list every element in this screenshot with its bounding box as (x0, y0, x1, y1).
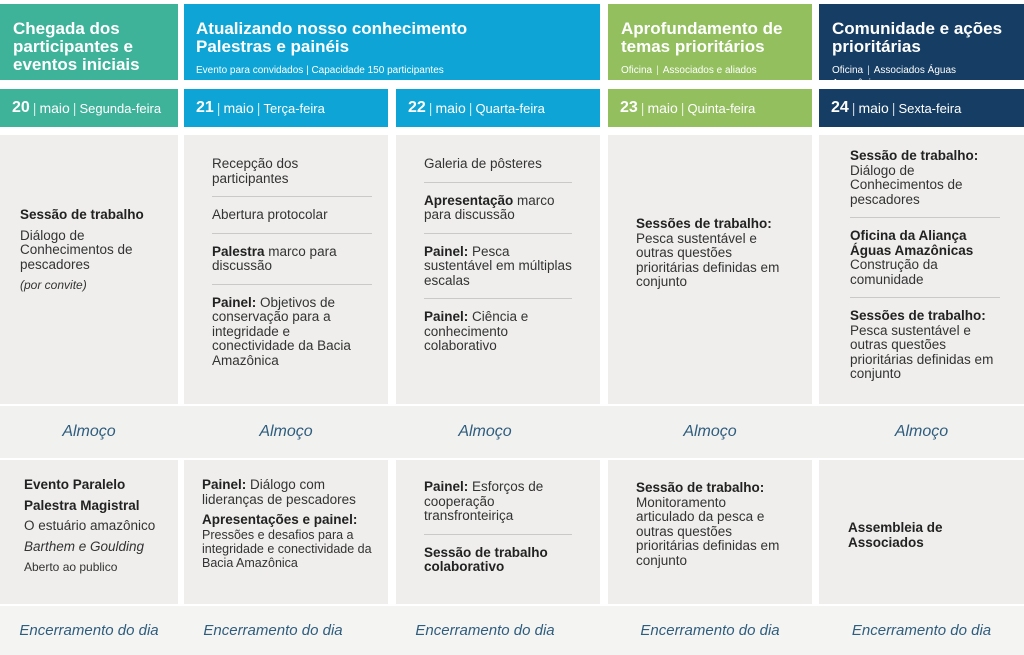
agenda-item: Apresentações e painel: (202, 512, 358, 527)
afternoon-cell (608, 460, 812, 604)
morning-cell (608, 135, 812, 404)
agenda-item: Painel: Esforços de cooperação transfronteiriça (424, 479, 544, 523)
afternoon-cell (396, 460, 600, 604)
lunch-label: Almoço (894, 423, 949, 440)
session-title: Sessão de trabalho: (850, 148, 979, 163)
end-label: Encerramento do dia (19, 622, 159, 639)
agenda-item-text: Pressões e desafios para a integridade e conectividade da Bacia Amazônica (202, 527, 372, 570)
agenda-item: Painel: Pesca sustentável em múltiplas escalas (424, 243, 572, 288)
session-title: Sessão de trabalho (20, 207, 144, 222)
session-title: Sessões de trabalho: (850, 308, 986, 323)
end-label: Encerramento do dia (203, 622, 343, 639)
header-title: Aprofundamento de temas prioritários (621, 19, 783, 56)
session-title: Assembleia de Associados (848, 520, 943, 550)
session-title: Oficina da Aliança Águas Amazônicas (850, 228, 974, 258)
event-text: O estuário amazônico (24, 518, 156, 533)
agenda-item: Painel: Ciência e conhecimento colaborativo (424, 309, 529, 353)
agenda-item: Painel: Objetivos de conservação para a integridade e conectividade da Bacia Amazônica (212, 294, 351, 368)
agenda-item: Painel: Diálogo com lideranças de pescadores (202, 477, 356, 507)
lunch-label: Almoço (458, 423, 512, 440)
date-bar: 24 | maio | Sexta-feira (819, 89, 1024, 127)
morning-cell (396, 135, 600, 404)
session-text: Diálogo de Conhecimentos de pescadores (850, 162, 963, 207)
header-deepening (608, 4, 812, 80)
date-bar: 23 | maio | Quinta-feira (608, 89, 812, 127)
header-title: Atualizando nosso conhecimento Palestras e painéis (196, 19, 468, 56)
end-label: Encerramento do dia (851, 622, 992, 639)
agenda-item: Sessão de trabalho colaborativo (424, 544, 548, 574)
morning-cell (0, 135, 178, 404)
session-title: Sessões de trabalho: (636, 216, 772, 231)
agenda-item: Apresentação marco para discussão (424, 192, 555, 222)
session-text: Pesca sustentável e outras questões prioritárias definidas em conjunto (850, 322, 994, 381)
agenda-item: Abertura protocolar (212, 207, 328, 222)
morning-cell (819, 135, 1024, 404)
date-bar: 21 | maio | Terça-feira (184, 89, 388, 127)
lunch-label: Almoço (259, 423, 313, 440)
agenda-item: Palestra marco para discussão (212, 243, 337, 273)
lunch-label: Almoço (62, 423, 116, 440)
header-subtitle: Oficina | Associados e aliados (621, 65, 757, 76)
header-knowledge (184, 4, 600, 80)
event-note: Aberto ao publico (24, 560, 118, 574)
agenda-item: Recepção dos participantes (212, 156, 299, 186)
session-title: Sessão de trabalho: (636, 480, 765, 495)
afternoon-cell (0, 460, 178, 604)
end-label: Encerramento do dia (640, 622, 780, 639)
session-text: Monitoramento articulado da pesca e outras questões prioritárias definidas em conjunto (636, 494, 780, 568)
header-arrival (0, 4, 178, 80)
header-subtitle: Oficina | Associados Águas Amazônicas (832, 65, 957, 89)
afternoon-cell (819, 460, 1024, 604)
event-title: Evento Paralelo (24, 477, 126, 492)
session-text: Pesca sustentável e outras questões prioritárias definidas em conjunto (636, 230, 780, 289)
morning-cell (184, 135, 388, 404)
end-label: Encerramento do dia (415, 622, 555, 639)
afternoon-cell (184, 460, 388, 604)
session-text: Construção da comunidade (850, 257, 938, 287)
date-bar: 20 | maio | Segunda-feira (0, 89, 178, 127)
session-note: (por convite) (20, 278, 87, 292)
header-community (819, 4, 1024, 89)
session-text: Diálogo de Conhecimentos de pescadores (20, 227, 133, 272)
event-title: Palestra Magistral (24, 497, 140, 513)
header-title: Chegada dos participantes e eventos iniciais (13, 19, 140, 74)
event-speakers: Barthem e Goulding (24, 538, 145, 554)
header-title: Comunidade e ações prioritárias (832, 19, 1003, 56)
header-subtitle: Evento para convidados | Capacidade 150 participantes (196, 65, 444, 76)
agenda-item: Galeria de pôsteres (424, 156, 542, 171)
lunch-label: Almoço (683, 423, 737, 440)
date-bar: 22 | maio | Quarta-feira (396, 89, 600, 127)
